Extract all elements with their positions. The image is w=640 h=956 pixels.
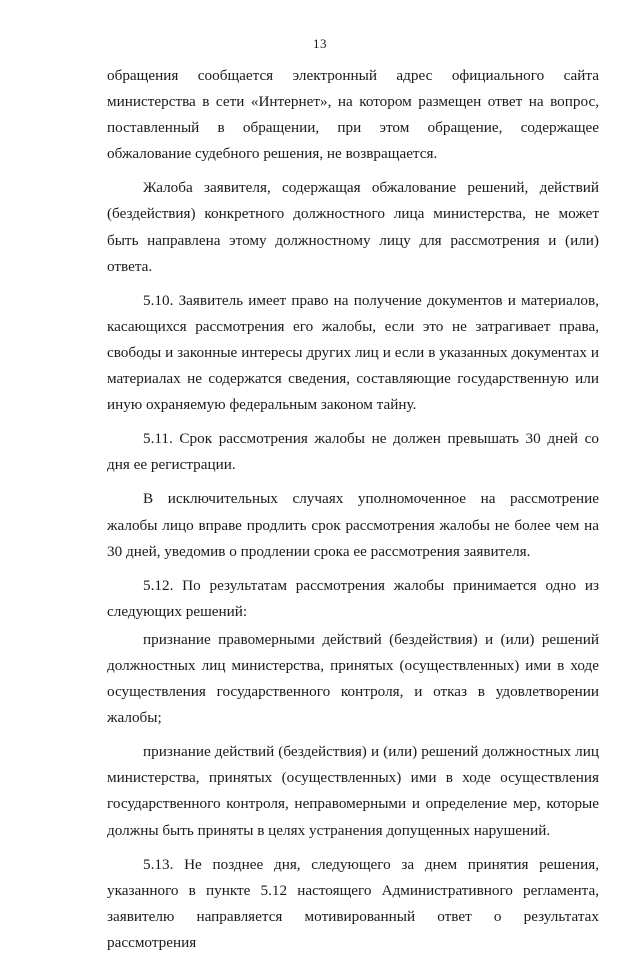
document-body: [107, 63, 599, 956]
page-number: 13: [313, 36, 327, 51]
paragraph-5-13: 5.13. Не позднее дня, следующего за днем принятия решения, указанного в пункте 5.12 настоящего Административного регламента, заявителю направляется мотивированный ответ о результатах рассмотрения: [107, 855, 599, 951]
paragraph-complaint-official: Жалоба заявителя, содержащая обжалование решений, действий (бездействия) конкретного должностного лица министерства, не может быть направлена этому должностному лицу для рассмотрения и (или) ответа.: [107, 179, 599, 275]
paragraph-extension: В исключительных случаях уполномоченное на рассмотрение жалобы лицо вправе продлить срок рассмотрения жалобы не более чем на 30 дней, уведомив о продлении срока ее рассмотрения заявителя.: [107, 490, 599, 560]
paragraph-5-12: 5.12. По результатам рассмотрения жалобы принимается одно из следующих решений:: [107, 576, 599, 620]
paragraph-decision-unlawful: признание действий (бездействия) и (или) решений должностных лиц министерства, принятых (осуществленных) ими в ходе осуществления государственного контроля, неправомерными и определение мер, которые должны быть приняты в целях устранения допущенных нарушений.: [107, 743, 599, 839]
paragraph-decision-lawful: признание правомерными действий (бездействия) и (или) решений должностных лиц министерства, принятых (осуществленных) ими в ходе осуществления государственного контроля, и отказ в удовлетворении жалобы;: [107, 630, 599, 727]
paragraph-5-10: 5.10. Заявитель имеет право на получение документов и материалов, касающихся рассмотрения его жалобы, если это не затрагивает права, свободы и законные интересы других лиц и если в указанных документах и материалах не содержатся сведения, составляющие государственную или иную охраняемую федеральным законом тайну.: [107, 291, 599, 414]
paragraph-continuation: обращения сообщается электронный адрес официального сайта министерства в сети «Интернет», на котором размещен ответ на вопрос, поставленный в обращении, при этом обращение, содержащее обжалование судебного решения, не возвращается.: [107, 67, 599, 163]
paragraph-5-11: 5.11. Срок рассмотрения жалобы не должен превышать 30 дней со дня ее регистрации.: [107, 430, 599, 474]
